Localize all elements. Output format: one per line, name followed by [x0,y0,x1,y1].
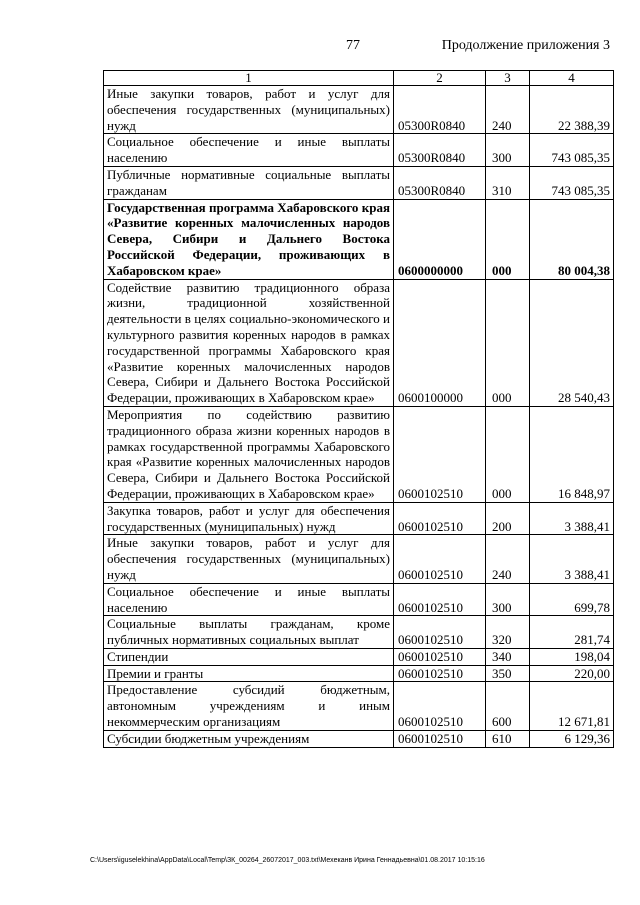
column-header: 4 [530,71,614,86]
row-amount-cell: 80 004,38 [530,199,614,279]
row-type-cell: 310 [486,166,530,199]
row-amount-cell: 281,74 [530,616,614,649]
row-code-cell: 0600102510 [394,616,486,649]
row-code-cell: 0600102510 [394,665,486,682]
table-header-row [104,71,614,86]
row-name-cell: Предоставление субсидий бюджетным, автономным учреждениям и иным некоммерческим организациям [104,682,394,730]
row-amount-cell: 743 085,35 [530,134,614,167]
table-row [104,682,614,730]
table-row [104,535,614,583]
row-type-cell: 300 [486,134,530,167]
table-row [104,730,614,747]
row-code-cell: 0600102510 [394,502,486,535]
row-type-cell: 240 [486,86,530,134]
row-name-cell: Субсидии бюджетным учреждениям [104,730,394,747]
row-name-cell: Иные закупки товаров, работ и услуг для обеспечения государственных (муниципальных) нужд [104,86,394,134]
row-type-cell: 000 [486,199,530,279]
row-amount-cell: 198,04 [530,648,614,665]
table-row [104,86,614,134]
row-code-cell: 05300R0840 [394,166,486,199]
row-amount-cell: 16 848,97 [530,406,614,502]
column-header: 3 [486,71,530,86]
row-code-cell: 0600102510 [394,535,486,583]
row-type-cell: 600 [486,682,530,730]
table-row [104,616,614,649]
row-type-cell: 300 [486,583,530,616]
row-name-cell: Премии и гранты [104,665,394,682]
row-name-cell: Стипендии [104,648,394,665]
row-name-cell: Содействие развитию традиционного образа жизни, традиционной хозяйственной деятельности в целях социально-экономического и культурного развития коренных народов в рамках государственной программы Хабаровского края «Развитие коренных малочисленных народов Севера, Сибири и Дальнего Востока Российской Федерации, проживающих в Хабаровском крае» [104,279,394,406]
row-code-cell: 0600102510 [394,648,486,665]
table-body [104,86,614,748]
row-amount-cell: 12 671,81 [530,682,614,730]
row-name-cell: Социальные выплаты гражданам, кроме публичных нормативных социальных выплат [104,616,394,649]
row-name-cell: Социальное обеспечение и иные выплаты населению [104,134,394,167]
row-name-cell: Мероприятия по содействию развитию традиционного образа жизни коренных народов в рамках государственной программы Хабаровского края «Развитие коренных малочисленных народов Севера, Сибири и Дальнего Востока Российской Федерации, проживающих в Хабаровском крае» [104,406,394,502]
row-amount-cell: 6 129,36 [530,730,614,747]
continuation-label: Продолжение приложения 3 [441,38,610,53]
row-code-cell: 0600100000 [394,279,486,406]
table-row [104,665,614,682]
table-row [104,279,614,406]
row-code-cell: 0600102510 [394,583,486,616]
table-row [104,583,614,616]
table-row [104,134,614,167]
row-name-cell: Социальное обеспечение и иные выплаты населению [104,583,394,616]
row-amount-cell: 22 388,39 [530,86,614,134]
column-header: 2 [394,71,486,86]
row-code-cell: 0600000000 [394,199,486,279]
row-code-cell: 0600102510 [394,682,486,730]
footer-file-path: C:\Users\iguselekhina\AppData\Local\Temp\ЗК_00264_26072017_003.txt\Мехеканв Ирина Геннадьевна\01.08.2017 10:15:16 [90,857,485,864]
budget-table [103,70,614,748]
row-code-cell: 05300R0840 [394,86,486,134]
table-row [104,166,614,199]
column-header: 1 [104,71,394,86]
row-type-cell: 200 [486,502,530,535]
row-amount-cell: 28 540,43 [530,279,614,406]
row-amount-cell: 3 388,41 [530,535,614,583]
row-name-cell: Публичные нормативные социальные выплаты гражданам [104,166,394,199]
row-type-cell: 000 [486,279,530,406]
row-name-cell: Государственная программа Хабаровского края «Развитие коренных малочисленных народов Севера, Сибири и Дальнего Востока Российской Федерации, проживающих в Хабаровском крае» [104,199,394,279]
row-code-cell: 05300R0840 [394,134,486,167]
row-type-cell: 240 [486,535,530,583]
row-name-cell: Закупка товаров, работ и услуг для обеспечения государственных (муниципальных) нужд [104,502,394,535]
row-amount-cell: 220,00 [530,665,614,682]
table-row [104,199,614,279]
row-type-cell: 000 [486,406,530,502]
table-row [104,406,614,502]
row-amount-cell: 743 085,35 [530,166,614,199]
row-type-cell: 320 [486,616,530,649]
row-type-cell: 350 [486,665,530,682]
row-type-cell: 340 [486,648,530,665]
page-number: 77 [346,38,360,53]
row-amount-cell: 3 388,41 [530,502,614,535]
table-row [104,502,614,535]
table-row [104,648,614,665]
row-type-cell: 610 [486,730,530,747]
row-code-cell: 0600102510 [394,406,486,502]
row-amount-cell: 699,78 [530,583,614,616]
row-name-cell: Иные закупки товаров, работ и услуг для обеспечения государственных (муниципальных) нужд [104,535,394,583]
row-code-cell: 0600102510 [394,730,486,747]
